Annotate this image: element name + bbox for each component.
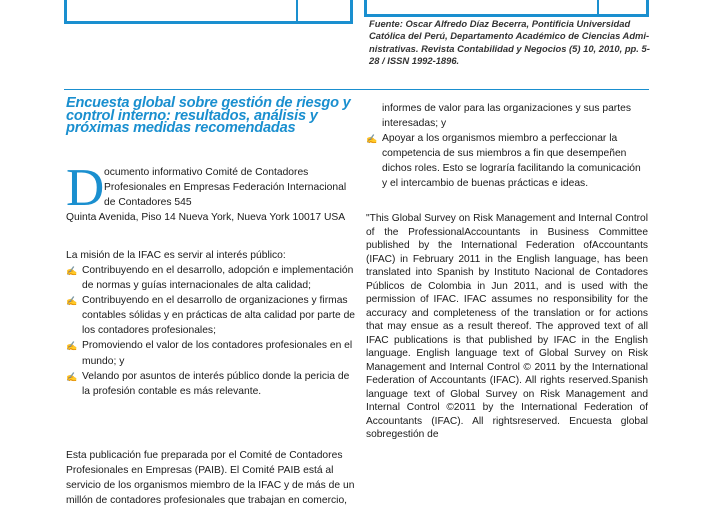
table-divider [597,0,599,14]
table-fragment-right [364,0,649,17]
section-rule [64,89,649,90]
publication-paragraph: Esta publicación fue preparada por el Comité de Contadores Profesionales en Empresas (PAIB). El Comité PAIB está al servicio de los organismos miembro de la IFAC y de más de un millón de contadores profesionales que trabajan en comercio, [66,450,355,507]
list-item: ✍ Contribuyendo en el desarrollo, adopción e implementación de normas y guías internacionales de alta calidad; [66,263,358,293]
table-fragment-left [64,0,353,24]
writing-hand-icon: ✍ [66,371,78,382]
intro-paragraph: ocumento informativo Comité de Contadores Profesionales en Empresas Federación Internacional de Contadores 545 [104,167,347,208]
right-continuation: informes de valor para las organizaciones y sus partes interesadas; y [382,103,631,130]
list-item: ✍ Promoviendo el valor de los contadores profesionales en el mundo; y [66,338,358,368]
table-divider [296,0,298,21]
writing-hand-icon: ✍ [66,296,78,307]
intro-address: Quinta Avenida, Piso 14 Nueva York, Nueva York 10017 USA [66,212,346,223]
writing-hand-icon: ✍ [66,266,78,276]
source-note: Fuente: Oscar Alfredo Díaz Becerra, Pontificia Universidad Católica del Perú, Departamento Académico de Ciencias Admi-nistrativas. Revista Contabilidad y Negocios (5) 10, 2010, pp. 5-28 / ISSN 1992-1896. [369,18,650,67]
list-item: ✍ Apoyar a los organismos miembro a perfeccionar la competencia de sus miembros a fin que desempeñen dichos roles. Esto se lograría facilitando la comunicación y el intercambio de buenas prácticas e ideas. [366,131,646,191]
mission-lead: La misión de la IFAC es servir al interés público: [66,250,286,261]
writing-hand-icon: ✍ [66,341,78,352]
drop-cap: D [66,159,105,217]
article-heading: Encuesta global sobre gestión de riesgo y control interno: resultados, análisis y próximas medidas recomendadas [66,95,351,137]
english-notice: "This Global Survey on Risk Management and Internal Control of the ProfessionalAccountants in Business Committee published by the International Federation ofAccountants (IFAC) in February 2011 in the English language, has been translated into Spanish by Instituto Nacional de Contadores Públicos de Colombia in Jun 2011, and is used with the permission of IFAC. IFAC assumes no responsibility for the accuracy and completeness of the translation or for actions that may ensue as a result thereof. The approved text of all IFAC publications is that published by IFAC in the English language. English language text of Global Survey on Risk Management and Internal Control © 2011 by the International Federation of Accountants (IFAC). All rights reserved.Spanish language text of Global Survey on Risk Management and Internal Control ©2011 by the International Federation of Accountants (IFAC). All rightsreserved. Encuesta global sobregestión de [366,213,648,440]
right-bullet-list [366,131,646,191]
list-item: ✍ Velando por asuntos de interés público donde la pericia de la profesión contable es más relevante. [66,369,358,399]
writing-hand-icon: ✍ [366,134,378,144]
list-item: ✍ Contribuyendo en el desarrollo de organizaciones y firmas contables sólidas y en prácticas de alta calidad por parte de los contadores profesionales; [66,293,358,338]
mission-list [66,263,358,399]
